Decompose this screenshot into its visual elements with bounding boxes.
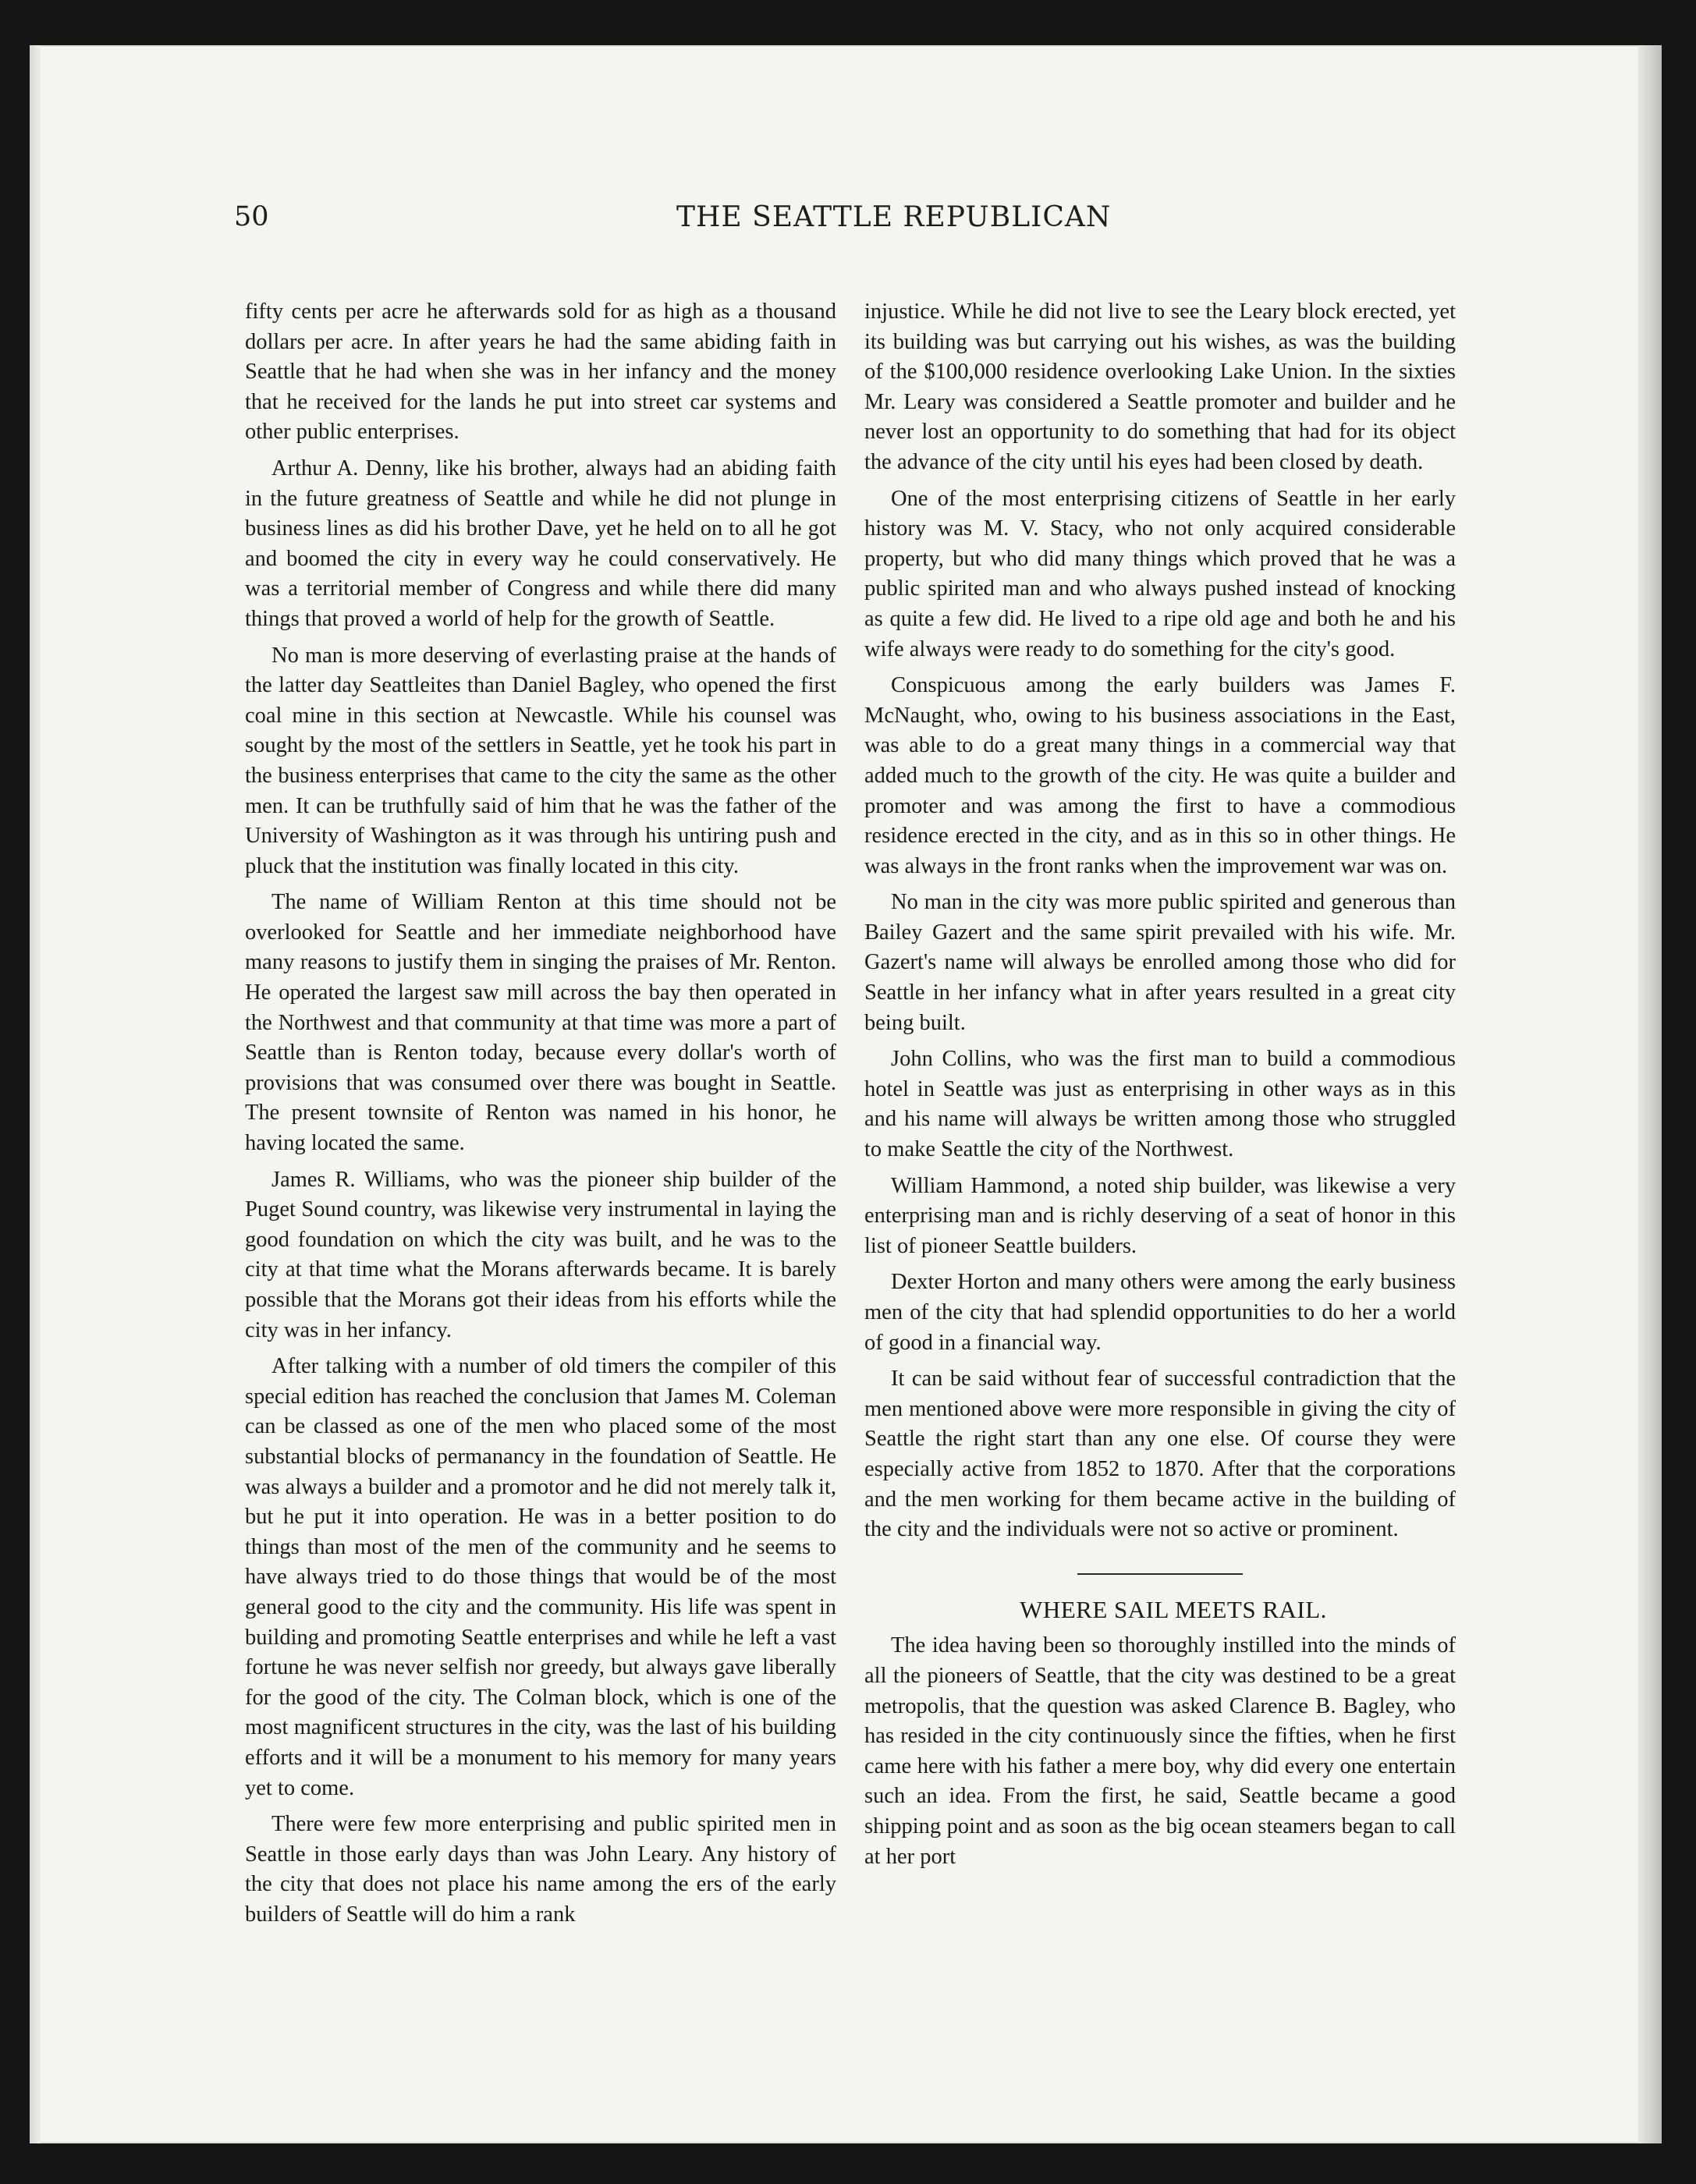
paragraph: Conspicuous among the early builders was James F. McNaught, who, owing to his business associations in the East, was able to do a great many things in a commercial way that added much to the growth of the city. He was quite a builder and promoter and was among the first to have a commodious residence erected in the city, and as in this so in other things. He was always in the front ranks when the improvement war was on. <box>864 673 1456 878</box>
paragraph: John Collins, who was the first man to build a commodious hotel in Seattle was just as enterprising in other ways as in this and his name will always be written among those who struggled to make Seattle the city of the Northwest. <box>864 1047 1456 1162</box>
paragraph: No man is more deserving of everlasting praise at the hands of the latter day Seattleites than Daniel Bagley, who opened the first coal mine in this section at Newcastle. While his counsel was sought by the most of the settlers in Seattle, yet he took his part in the business enterprises that came to the city the same as the other men. It can be truthfully said of him that he was the father of the University of Washington as it was through his untiring push and pluck that the institution was finally located in this city. <box>245 643 836 878</box>
paragraph: The name of William Renton at this time should not be overlooked for Seattle and her immediate neighborhood have many reasons to justify them in singing the praises of Mr. Renton. He operated the largest saw mill across the bay then operated in the Northwest and that community at that time was more a part of Seattle than is Renton today, because every dollar's worth of provisions that was consumed over there was bought in Seattle. The present townsite of Renton was named in his honor, he having located the same. <box>245 890 836 1156</box>
page-left-edge <box>30 45 41 2143</box>
page-header <box>234 201 1482 248</box>
section-divider <box>1077 1573 1243 1575</box>
paragraph: Dexter Horton and many others were among the early business men of the city that had splendid opportunities to do her a world of good in a financial way. <box>864 1270 1456 1355</box>
page-number: 50 <box>234 201 269 232</box>
paragraph: There were few more enterprising and public spirited men in Seattle in those early days than was John Leary. Any history of the city that does not place his name among the ers of the early builders of Seattle will do him a rank <box>245 1812 836 1927</box>
right-column <box>864 297 1456 1878</box>
paragraph: One of the most enterprising citizens of Seattle in her early history was M. V. Stacy, who not only acquired considerable property, but who did many things which proved that he was a public spirited man and who always pushed instead of knocking as quite a few did. He lived to a ripe old age and both he and his wife always were ready to do something for the city's good. <box>864 486 1456 661</box>
paragraph: The idea having been so thoroughly instilled into the minds of all the pioneers of Seattle, that the city was destined to be a great metropolis, that the question was asked Clarence B. Bagley, who has resided in the city continuously since the fifties, when he first came here with his father a mere boy, why did every one entertain such an idea. From the first, he said, Seattle became a good shipping point and as soon as the big ocean steamers began to call at her port <box>864 1633 1456 1869</box>
paragraph: No man in the city was more public spirited and generous than Bailey Gazert and the same spirit prevailed with his wife. Mr. Gazert's name will always be enrolled among those who did for Seattle in her infancy what in after years resulted in a great city being built. <box>864 890 1456 1035</box>
running-title: THE SEATTLE REPUBLICAN <box>676 201 1112 233</box>
page-right-edge <box>1638 45 1662 2143</box>
paragraph: Arthur A. Denny, like his brother, always had an abiding faith in the future greatness of Seattle and while he did not plunge in business lines as did his brother Dave, yet he held on to all he got and boomed the city in every way he could conservatively. He was a territorial member of Congress and while there did many things that proved a world of help for the growth of Seattle. <box>245 456 836 631</box>
paragraph: injustice. While he did not live to see the Leary block erected, yet its building was but carrying out his wishes, as was the building of the $100,000 residence overlooking Lake Union. In the sixties Mr. Leary was considered a Seattle promoter and builder and he never lost an opportunity to do something that had for its object the advance of the city until his eyes had been closed by death. <box>864 300 1456 474</box>
paragraph: After talking with a number of old timers the compiler of this special edition has reached the conclusion that James M. Coleman can be classed as one of the men who placed some of the most substantial blocks of permanancy in the foundation of Seattle. He was always a builder and a promotor and he did not merely talk it, but he put it into operation. He was in a better position to do things than most of the men of the community and he seems to have always tried to do those things that would be of the most general good to the city and the community. His life was spent in building and promoting Seattle enterprises and while he left a vast fortune he was never selfish nor greedy, but always gave liberally for the good of the city. The Colman block, which is one of the most magnificent structures in the city, was the last of his building efforts and it will be a monument to his memory for many years yet to come. <box>245 1354 836 1800</box>
section-heading: WHERE SAIL MEETS RAIL. <box>1020 1595 1327 1623</box>
left-column <box>245 297 836 1936</box>
paragraph: William Hammond, a noted ship builder, was likewise a very enterprising man and is richly deserving of a seat of honor in this list of pioneer Seattle builders. <box>864 1173 1456 1258</box>
paragraph: fifty cents per acre he afterwards sold for as high as a thousand dollars per acre. In after years he had the same abiding faith in Seattle that he had when she was in her infancy and the money that he received for the lands he put into street car systems and other public enterprises. <box>245 300 836 445</box>
paragraph: It can be said without fear of successful contradiction that the men mentioned above were more responsible in giving the city of Seattle the right start than any one else. Of course they were especially active from 1852 to 1870. After that the corporations and the men working for them became active in the building of the city and the individuals were not so active or prominent. <box>864 1367 1456 1542</box>
paragraph: James R. Williams, who was the pioneer ship builder of the Puget Sound country, was likewise very instrumental in laying the good foundation on which the city was built, and he was to the city at that time what the Morans afterwards became. It is barely possible that the Morans got their ideas from his efforts while the city was in her infancy. <box>245 1167 836 1342</box>
